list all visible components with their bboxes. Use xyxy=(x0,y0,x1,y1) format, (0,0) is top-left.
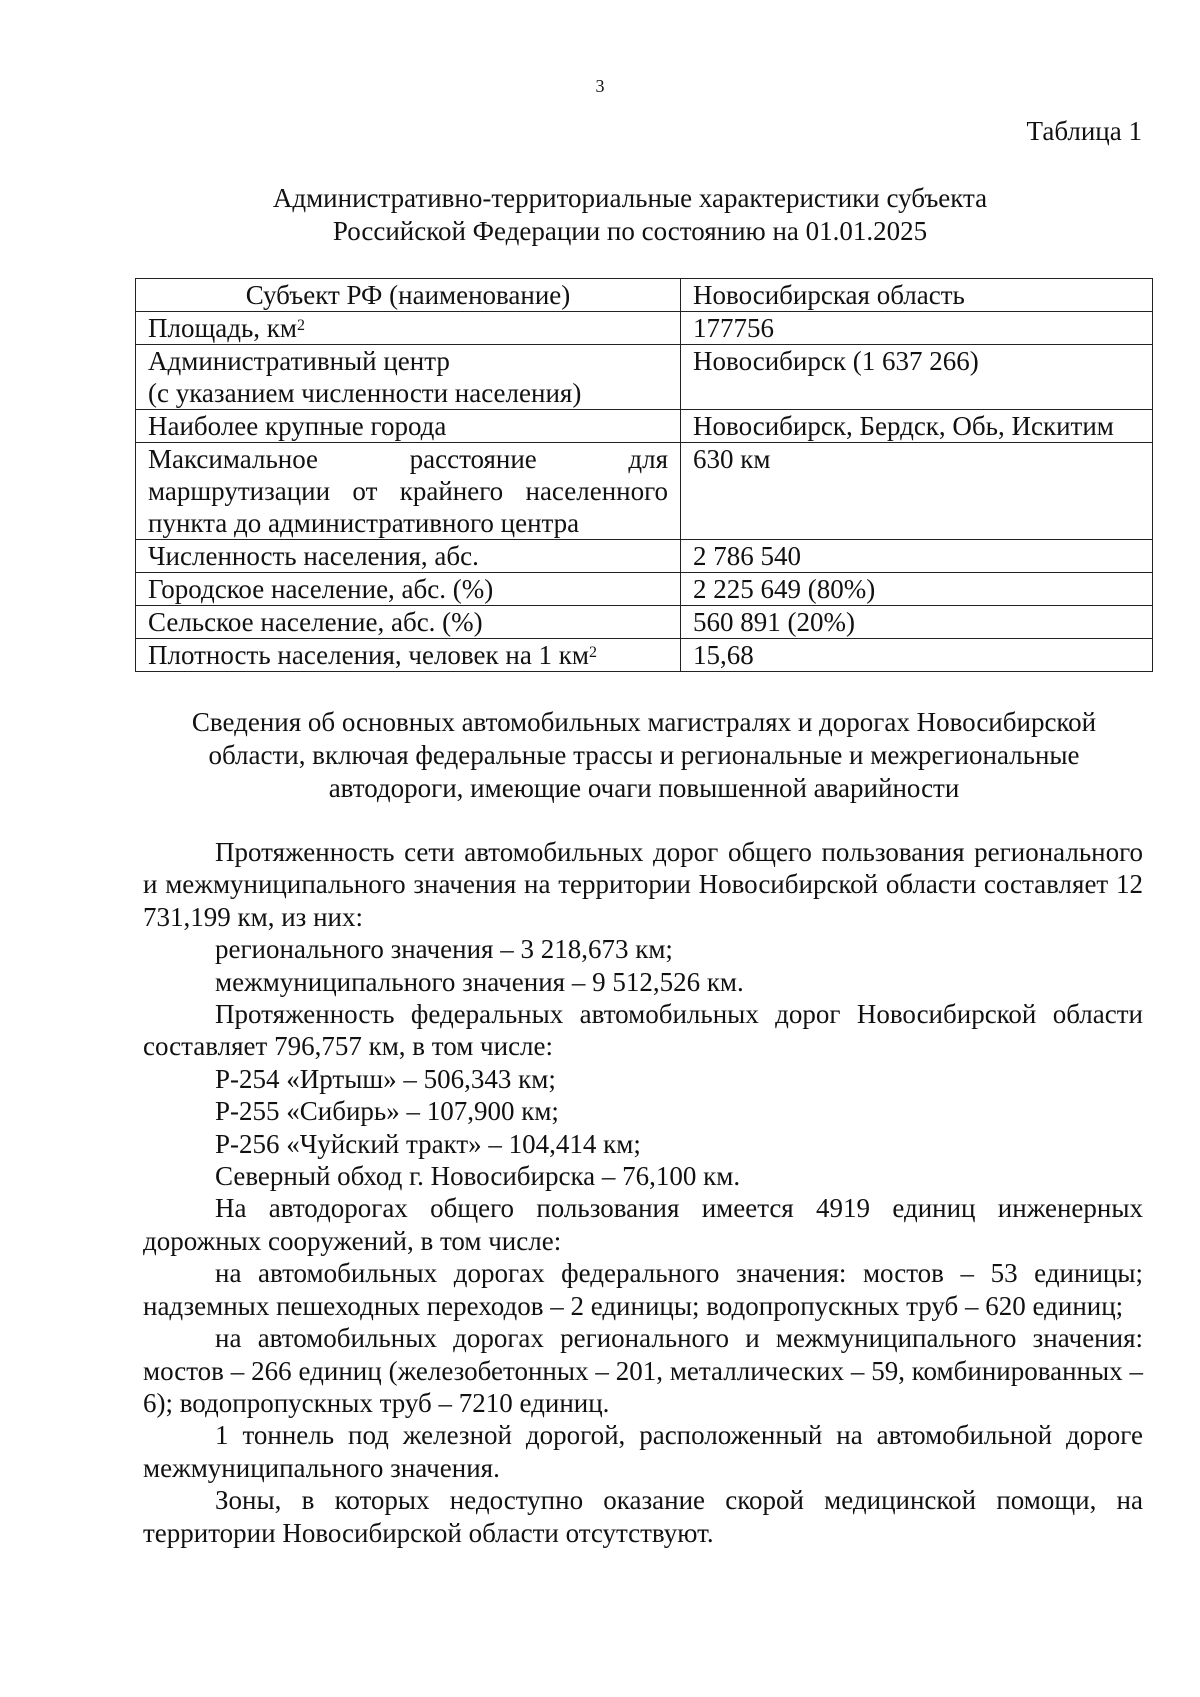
table-cell-label: Численность населения, абс. xyxy=(136,540,681,573)
section-title-line: автодороги, имеющие очаги повышенной аварийности xyxy=(328,773,960,803)
cell-text: пункта до административного центра xyxy=(148,508,580,538)
cell-text: (с указанием численности населения) xyxy=(148,378,582,408)
table-cell-label: Сельское население, абс. (%) xyxy=(136,606,681,639)
table-row xyxy=(136,573,1153,606)
table-title xyxy=(135,182,1125,248)
table-row xyxy=(136,540,1153,573)
table-cell-value: Новосибирская область xyxy=(681,279,1153,312)
table-row xyxy=(136,312,1153,345)
table-cell-value: 15,68 xyxy=(681,639,1153,672)
table-cell-value: 2 225 649 (80%) xyxy=(681,573,1153,606)
section-title-line: области, включая федеральные трассы и региональные и межрегиональные xyxy=(208,740,1080,770)
table-row xyxy=(136,279,1153,312)
paragraph: Р-254 «Иртыш» – 506,343 км; xyxy=(215,1063,556,1094)
cell-text: маршрутизации от крайнего населенного xyxy=(148,476,668,506)
paragraph: на автомобильных дорогах регионального и межмуниципального значения: мостов – 266 единиц (железобетонных – 201, металлических – 59, комбинированных – 6); водопропускных труб – 7210 единиц. xyxy=(143,1323,1143,1418)
table-cell-value: 560 891 (20%) xyxy=(681,606,1153,639)
table-cell-value: Новосибирск (1 637 266) xyxy=(681,345,1153,410)
table-label: Таблица 1 xyxy=(1026,116,1142,146)
table-row xyxy=(136,410,1153,443)
table-title-line: Российской Федерации по состоянию на 01.01.2025 xyxy=(332,216,928,246)
table-cell-label xyxy=(136,443,681,540)
table-cell-label: Городское население, абс. (%) xyxy=(136,573,681,606)
table-cell-label xyxy=(136,639,681,672)
table-cell-label: Субъект РФ (наименование) xyxy=(136,279,681,312)
paragraph: на автомобильных дорогах федерального значения: мостов – 53 единицы; надземных пешеходных переходов – 2 единицы; водопропускных труб – 620 единиц; xyxy=(143,1258,1143,1321)
paragraph: На автодорогах общего пользования имеется 4919 единиц инженерных дорожных сооружений, в том числе: xyxy=(143,1193,1143,1256)
section-title xyxy=(135,706,1153,805)
cell-text: Максимальное расстояние для xyxy=(148,444,668,474)
cell-text: Плотность населения, человек на 1 км xyxy=(148,640,590,670)
superscript: 2 xyxy=(297,317,306,334)
table-row xyxy=(136,345,1153,410)
table-cell-value: Новосибирск, Бердск, Обь, Искитим xyxy=(681,410,1153,443)
table-row xyxy=(136,606,1153,639)
table-cell-label xyxy=(136,345,681,410)
table-cell-label: Наиболее крупные города xyxy=(136,410,681,443)
body-text xyxy=(143,836,1143,1549)
section-title-line: Сведения об основных автомобильных магистралях и дорогах Новосибирской xyxy=(191,707,1097,737)
table-row xyxy=(136,443,1153,540)
cell-text: Административный центр xyxy=(148,346,450,376)
paragraph: 1 тоннель под железной дорогой, расположенный на автомобильной дороге межмуниципального значения. xyxy=(143,1420,1143,1483)
cell-text: Площадь, км xyxy=(148,313,298,343)
characteristics-table xyxy=(135,278,1153,672)
table-row xyxy=(136,639,1153,672)
paragraph: Р-255 «Сибирь» – 107,900 км; xyxy=(215,1096,559,1127)
page-number: 3 xyxy=(595,76,605,96)
paragraph: Зоны, в которых недоступно оказание скорой медицинской помощи, на территории Новосибирской области отсутствуют. xyxy=(143,1485,1143,1548)
table-cell-label xyxy=(136,312,681,345)
paragraph: Северный обход г. Новосибирска – 76,100 км. xyxy=(215,1161,741,1192)
paragraph: регионального значения – 3 218,673 км; xyxy=(215,934,673,965)
paragraph: Протяженность федеральных автомобильных дорог Новосибирской области составляет 796,757 км, в том числе: xyxy=(143,999,1143,1062)
table-cell-value: 2 786 540 xyxy=(681,540,1153,573)
paragraph: Протяженность сети автомобильных дорог общего пользования регионального и межмуниципального значения на территории Новосибирской области составляет 12 731,199 км, из них: xyxy=(143,837,1143,932)
table-cell-value: 177756 xyxy=(681,312,1153,345)
table-cell-value: 630 км xyxy=(681,443,1153,540)
table-title-line: Административно-территориальные характеристики субъекта xyxy=(272,183,988,213)
paragraph: Р-256 «Чуйский тракт» – 104,414 км; xyxy=(215,1128,641,1159)
superscript: 2 xyxy=(589,644,598,661)
paragraph: межмуниципального значения – 9 512,526 км. xyxy=(215,966,744,997)
